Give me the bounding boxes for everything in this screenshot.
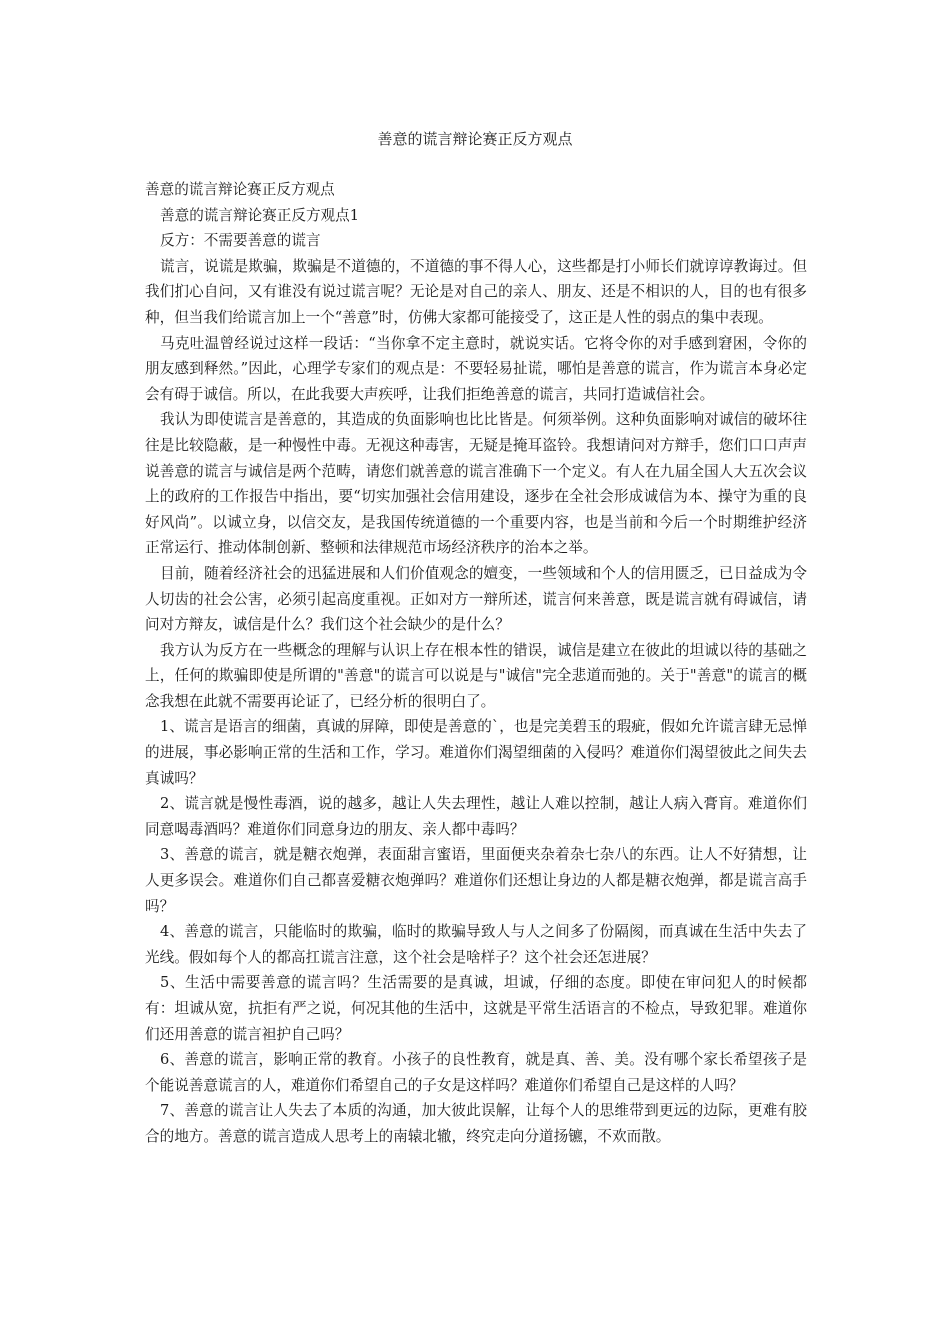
side-statement: 反方：不需要善意的谎言 [160, 232, 321, 250]
document-body [145, 177, 807, 1150]
point-1: 1、谎言是语言的细菌，真诚的屏障，即使是善意的`，也是完美碧玉的瑕疵，假如允许谎言肆无忌惮的进展，事必影响正常的生活和工作，学习。难道你们渴望细菌的入侵吗？难道你们渴望彼此之间失去真诚吗？ [145, 718, 807, 787]
paragraph-4: 目前，随着经济社会的迅猛进展和人们价值观念的嬗变，一些领域和个人的信用匮乏，已日益成为令人切齿的社会公害，必须引起高度重视。正如对方一辩所述，谎言何来善意，既是谎言就有碍诚信，请问对方辩友，诚信是什么？我们这个社会缺少的是什么？ [145, 564, 807, 634]
paragraph-3: 我认为即使谎言是善意的，其造成的负面影响也比比皆是。何须举例。这种负面影响对诚信的破坏往往是比较隐蔽，是一种慢性中毒。无视这种毒害，无疑是掩耳盗铃。我想请问对方辩手，您们口口声声说善意的谎言与诚信是两个范畴，请您们就善意的谎言准确下一个定义。有人在九届全国人大五次会议上的政府的工作报告中指出，要“切实加强社会信用建设，逐步在全社会形成诚信为本、操守为重的良好风尚”。以诚立身，以信交友，是我国传统道德的一个重要内容，也是当前和今后一个时期维护经济正常运行、推动体制创新、整顿和法律规范市场经济秩序的治本之举。 [145, 411, 807, 557]
point-7: 7、善意的谎言让人失去了本质的沟通，加大彼此误解，让每个人的思维带到更远的边际，更难有胶合的地方。善意的谎言造成人思考上的南辕北辙，终究走向分道扬镳，不欢而散。 [145, 1102, 807, 1145]
point-3: 3、善意的谎言，就是糖衣炮弹，表面甜言蜜语，里面便夹杂着杂七杂八的东西。让人不好猜想，让人更多误会。难道你们自己都喜爱糖衣炮弹吗？难道你们还想让身边的人都是糖衣炮弹，都是谎言高手吗？ [145, 846, 807, 915]
point-6: 6、善意的谎言，影响正常的教育。小孩子的良性教育，就是真、善、美。没有哪个家长希望孩子是个能说善意谎言的人，难道你们希望自己的子女是这样吗？难道你们希望自己是这样的人吗？ [145, 1051, 807, 1094]
point-5: 5、生活中需要善意的谎言吗？生活需要的是真诚，坦诚，仔细的态度。即使在审问犯人的时候都有：坦诚从宽，抗拒有严之说，何况其他的生活中，这就是平常生活语言的不检点，导致犯罪。难道你们还用善意的谎言袒护自己吗？ [145, 974, 807, 1043]
point-2: 2、谎言就是慢性毒酒，说的越多，越让人失去理性，越让人难以控制，越让人病入膏肓。难道你们同意喝毒酒吗？难道你们同意身边的朋友、亲人都中毒吗？ [145, 795, 807, 838]
document-title: 善意的谎言辩论赛正反方观点 [377, 130, 573, 148]
section-subheading: 善意的谎言辩论赛正反方观点1 [160, 206, 360, 224]
paragraph-1: 谎言，说谎是欺骗，欺骗是不道德的，不道德的事不得人心，这些都是打小师长们就谆谆教诲过。但我们扪心自问，又有谁没有说过谎言呢？无论是对自己的亲人、朋友、还是不相识的人，目的也有很多种，但当我们给谎言加上一个“善意”时，仿佛大家都可能接受了，这正是人性的弱点的集中表现。 [145, 257, 807, 326]
paragraph-2: 马克吐温曾经说过这样一段话：“当你拿不定主意时，就说实话。它将令你的对手感到窘困，令你的朋友感到释然。”因此，心理学专家们的观点是：不要轻易扯谎，哪怕是善意的谎言，作为谎言本身必定会有碍于诚信。所以，在此我要大声疾呼，让我们拒绝善意的谎言，共同打造诚信社会。 [145, 334, 807, 403]
paragraph-5: 我方认为反方在一些概念的理解与认识上存在根本性的错误，诚信是建立在彼此的坦诚以待的基础之上，任何的欺骗即使是所谓的"善意"的谎言可以说是与"诚信"完全悲道而弛的。关于"善意"的谎言的概念我想在此就不需要再论证了，已经分析的很明白了。 [145, 641, 807, 710]
section-heading: 善意的谎言辩论赛正反方观点 [145, 181, 335, 198]
point-4: 4、善意的谎言，只能临时的欺骗，临时的欺骗导致人与人之间多了份隔阂，而真诚在生活中失去了光线。假如每个人的都高扛谎言注意，这个社会是啥样子？这个社会还怎进展？ [145, 923, 807, 966]
